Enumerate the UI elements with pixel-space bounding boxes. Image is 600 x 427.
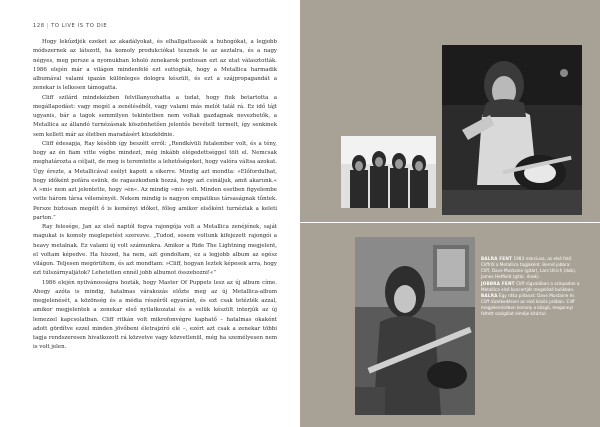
book-title: TO LIVE IS TO DIE — [51, 23, 108, 29]
paragraph: Cliff édesapja, Ray később így beszélt erről: „Rendkívüli futalember volt, és a tény, hogy az én fiam vitte végbe mindezt, még inkább elégedettséggel tölt el. Nemcsak meghatározta a céljait, de meg is teremtette a lehetőségeket, hogy valóra váltsa azokat. Úgy érezte, a Metallicával esélyt kapott a sikerre. Mindig azt mondta: »Előfordulhat, hogy időként pofára esünk, de ragaszkodunk hozzá, hogy azt csináljuk, amit akarunk.« A »mi« nem azt jelentette, hogy »én«. Az mindig »mi« volt. Minden esetben figyelembe vette három társa véleményét. Nekem mindig is nagyon empatikus társaságnak tűntek. Persze biztosan megélt ő is keményi időket, főleg amikor elsőként turnéztak a keleti parton.” — [33, 140, 277, 221]
guitarist-on-stage-image — [442, 45, 582, 215]
caption-bottom — [481, 293, 581, 318]
paragraph: Ray felesége, Jan az első naptól fogva rajongója volt a Metallica zenéjének, saját magukat is komoly meglepetést szerezve. „Tudod, sosem voltunk kifejezett rajongói a heavy metalnak. Ez valami új volt számunkra. Amikor a Ride The Lightning megjelent, el voltam képedve. Ha hiszed, ha nem, azt gondoltam, ez a legjobb album az egész világon. Teljesen megörültem, és azt mondtam: »Cliff, hogyan leztek képesek arra, hogy ezt túlszárnyaljátok? Lehetetlen ennél jobb albumot összehozni!«” — [33, 224, 277, 277]
caption-top-label: BALRA FENT — [481, 256, 513, 261]
bassist-rehearsal-image — [355, 237, 475, 415]
caption-topright-text: Cliff rögvalóban a színpadon a Metallica első koncertjét megelőző bulikban. — [481, 280, 580, 292]
page-number: 128 — [33, 23, 45, 29]
caption-bottom-label: BALRA — [481, 292, 498, 298]
guitarist-on-stage-photo — [442, 45, 582, 215]
caption-top — [481, 256, 581, 281]
band-group-photo — [341, 136, 436, 208]
running-head: 128 | TO LIVE IS TO DIE — [33, 23, 108, 29]
paragraph: Cliff szilárd mindekézben felvillanyozhatta a tudat, hogy fiuk betartotta a megállapodást: vagy megél a zenéléséből, vagy valami más melót talál rá. Ez idő tájt ugyanis, bár a tagok semmilyen tekintetben nem voltak gazdagnak nevezhetők, a Metallica az állandó turnézásnak köszönhetően jelentős bevételt termelt, így senkinek sem kellett már az életben maradásért küszködnie. — [33, 94, 277, 138]
caption-topright — [481, 281, 581, 293]
caption-top-text: 1983 márciusa, az első fotó Cliffről a Metallica tagjaként. Bernd jobbra: Cliff, Dave Mustaine (gitár), Lars Ulrich (dob), James Hetfield (gitár, ének). — [481, 256, 577, 280]
body-text — [33, 38, 277, 353]
photo-caption — [481, 256, 581, 318]
paragraph: 1986 elején nyilvánosságra hozták, hogy Master Of Puppets lesz az új album címe. Ahogy azóta is mindig, hatalmas várakozás előzte meg az új Metallica-album megjelenését, a közönség és a média részéről egyaránt, és ezt csak tetézték azzal, amikor megjelentek a zenekar első nyilatkozatai és a velük készült interjúk az új lemezzel kapcsolatban. Cliff ritkán volt mikrofonvégre kaphatő – hatalmas okaként adott gördítve ezzel minden jövőbeni életrajzíró elé –, ezért azt csak a zenekar többi tagja rendszeresen hivatkozott rá közvetve vagy közvetlenül, még ha személyesen nem is volt jelen. — [33, 279, 277, 351]
caption-topright-label: JOBBRA FENT — [481, 280, 515, 286]
horizontal-divider — [300, 222, 600, 223]
band-group-image — [341, 136, 436, 208]
bassist-rehearsal-photo — [355, 237, 475, 415]
paragraph: Hogy lekűzdjék ezeket az akadályokat, és elhallgattassák a huhogókat, a legjobb módszernek az látszott, ha komoly produkciókat tesznek le az asztalra, és a nagy négyes, meg persze a nyomukban loholó zenekarok pontosan ezt az utat választották. 1986 elején már a világon mindenfelé ezt suttogták, hogy a Metallica harmadik albumával valami igazán különleges dologra készült, és ezt a szájpropagandát a zenekar is lelkesen támogatta. — [33, 39, 277, 92]
caption-bottom-text: Egy ritka pillanat: Dave Mustaine és Cliff rözelkedéssel az első közös próbán. Cliff megjelenésében komoly a közgű, megannyi feltett szolgálat elméje kitártul. — [481, 292, 575, 317]
